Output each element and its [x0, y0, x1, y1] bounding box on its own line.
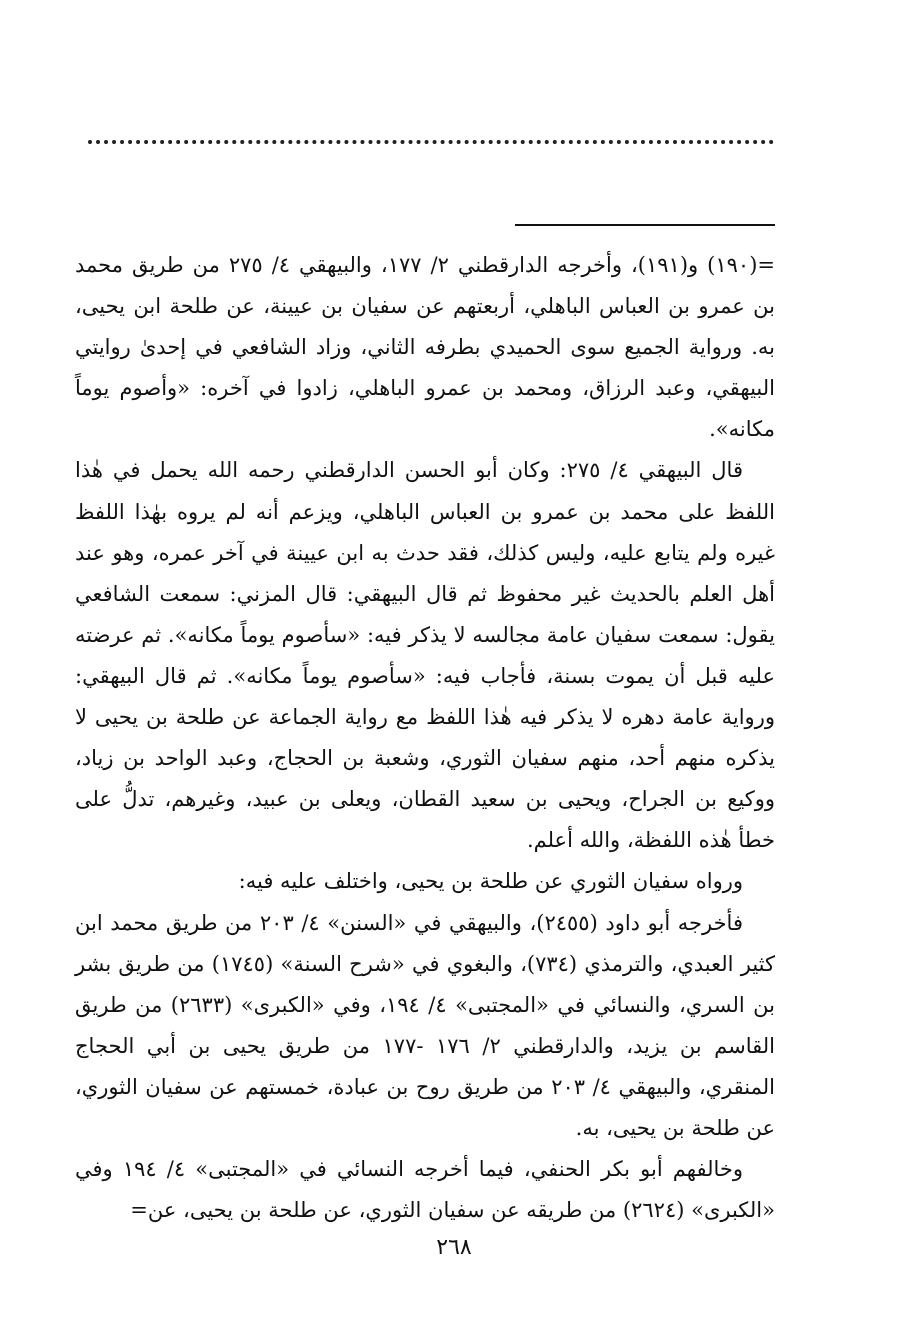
footnote-separator [515, 224, 775, 226]
footnote-paragraph-4: فأخرجه أبو داود (٢٤٥٥)، والبيهقي في «السنن» ٤/ ٢٠٣ من طريق محمد ابن كثير العبدي، والترمذي (٧٣٤)، والبغوي في «شرح السنة» (١٧٤٥) من طريق بشر بن السري، والنسائي في «المجتبى» ٤/ ١٩٤، وفي «الكبرى» (٢٦٣٣) من طريق القاسم بن يزيد، والدارقطني ٢/ ١٧٦ -١٧٧ من طريق يحيى بن أبي الحجاج المنقري، والبيهقي ٤/ ٢٠٣ من طريق روح بن عبادة، خمستهم عن سفيان الثوري، عن طلحة بن يحيى، به. [75, 910, 775, 1140]
footnotes-block [75, 245, 775, 1231]
footnote-paragraph-2: قال البيهقي ٤/ ٢٧٥: وكان أبو الحسن الدارقطني رحمه الله يحمل في هٰذا اللفظ على محمد بن عمرو بن العباس الباهلي، ويزعم أنه لم يروه بهٰذا اللفظ غيره ولم يتابع عليه، وليس كذلك، فقد حدث به ابن عيينة في آخر عمره، وهو عند أهل العلم بالحديث غير محفوظ ثم قال البيهقي: قال المزني: سمعت الشافعي يقول: سمعت سفيان عامة مجالسه لا يذكر فيه: «سأصوم يوماً مكانه». ثم عرضته عليه قبل أن يموت بسنة، فأجاب فيه: «سأصوم يوماً مكانه». ثم قال البيهقي: ورواية عامة دهره لا يذكر فيه هٰذا اللفظ مع رواية الجماعة عن طلحة بن يحيى لا يذكره منهم أحد، منهم سفيان الثوري، وشعبة بن الحجاج، وعبد الواحد بن زياد، ووكيع بن الجراح، ويحيى بن سعيد القطان، ويعلى بن عبيد، وغيرهم، تدلُّ على خطأ هٰذه اللفظة، والله أعلم. [75, 458, 775, 853]
footnote-paragraph-1: =(١٩٠) و(١٩١)، وأخرجه الدارقطني ٢/ ١٧٧، والبيهقي ٤/ ٢٧٥ من طريق محمد بن عمرو بن العباس الباهلي، أربعتهم عن سفيان بن عيينة، عن طلحة ابن يحيى، به. ورواية الجميع سوى الحميدي بطرفه الثاني، وزاد الشافعي في إحدىٰ روايتي البيهقي، وعبد الرزاق، ومحمد بن عمرو الباهلي، زادوا في آخره: «وأصوم يوماً مكانه». [75, 253, 775, 442]
footnote-paragraph-5: وخالفهم أبو بكر الحنفي، فيما أخرجه النسائي في «المجتبى» ٤/ ١٩٤ وفي «الكبرى» (٢٦٢٤) من طريقه عن سفيان الثوري، عن طلحة بن يحيى، عن= [75, 1157, 775, 1223]
dotted-separator [88, 140, 774, 144]
footnote-paragraph-3: ورواه سفيان الثوري عن طلحة بن يحيى، واختلف عليه فيه: [238, 869, 743, 894]
page-number: ٢٦٨ [436, 1235, 472, 1260]
